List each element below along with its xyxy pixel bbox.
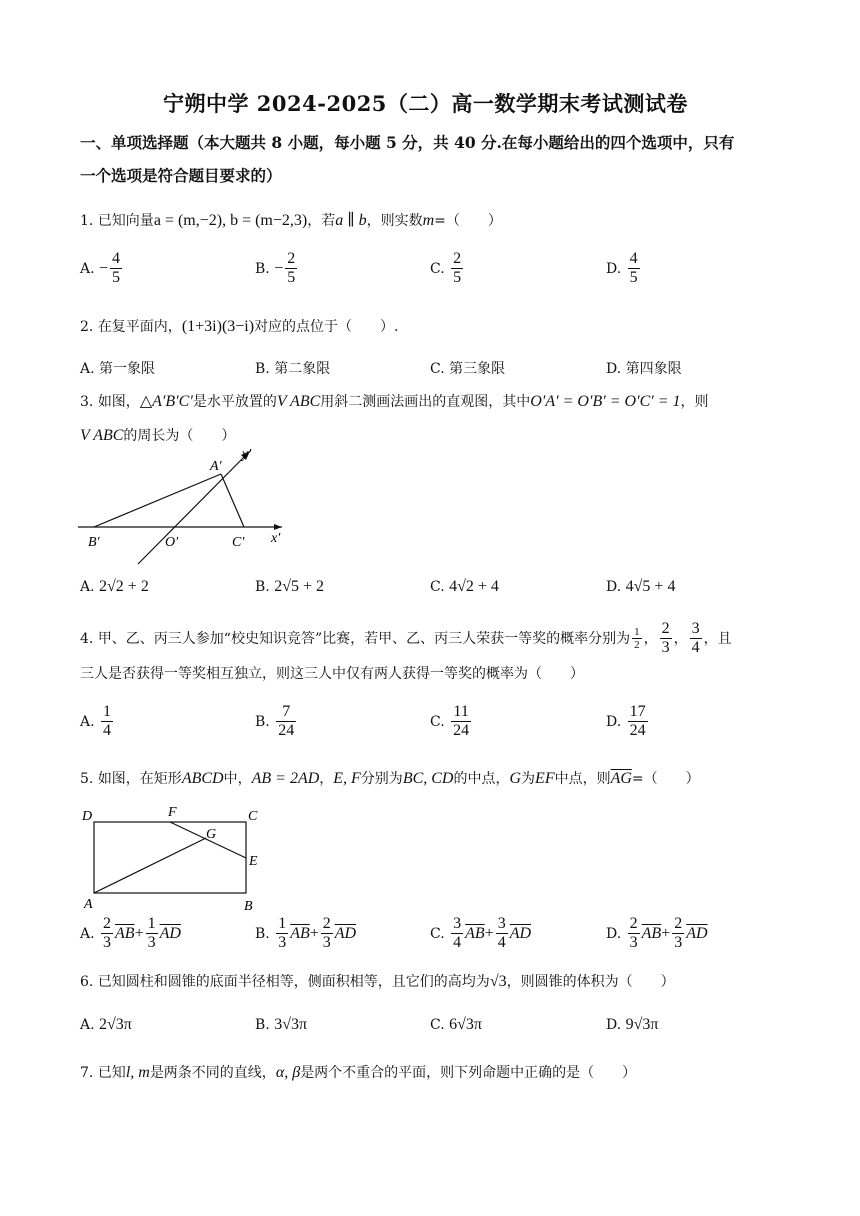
label-a: A	[84, 897, 93, 912]
label-o: O′	[165, 535, 179, 550]
section-header-line2: 一个选项是符合题目要求的）	[80, 166, 282, 185]
page-title: 宁朔中学 2024-2025（二）高一数学期末考试测试卷	[163, 91, 688, 116]
q2-option-a[interactable]: A. 第一象限	[80, 361, 156, 377]
label-d: D	[82, 809, 93, 824]
question-2: 2. 在复平面内，(1+3i)(3−i)对应的点位于（ ）.	[80, 318, 399, 335]
q6-option-c[interactable]: C. 6√3π	[430, 1016, 482, 1033]
segment-ac	[221, 474, 244, 527]
q5-rectangle-figure	[76, 800, 276, 915]
question-7: 7. 已知l, m是两条不同的直线，α, β是两个不重合的平面，则下列命题中正确的是（ ）	[80, 1064, 637, 1081]
q1-option-b[interactable]: B. − $\frac{2}{5}$	[255, 250, 296, 287]
question-3-line1: 3. 如图，△A′B′C′是水平放置的V ABC用斜二测画法画出的直观图，其中O′A′ = O′B′ = O′C′ = 1，则	[80, 393, 709, 410]
question-5: 5. 如图，在矩形ABCD中，AB = 2AD，E, F分别为BC, CD的中点，G为EF中点，则$\overline{AG}=$（ ）	[80, 770, 700, 787]
q3-option-a[interactable]: A. 2√2 + 2	[80, 578, 149, 595]
label-e: E	[249, 854, 258, 869]
segment-ba	[94, 474, 221, 527]
question-6: 6. 已知圆柱和圆锥的底面半径相等，侧面积相等，且它们的高均为√3，则圆锥的体积为（ ）	[80, 973, 675, 990]
q5-option-c[interactable]: C. $\frac{3}{4}$ $\overline{AB}+$ $\frac{3}{4}$ $\overline{AD}$	[430, 915, 532, 952]
q1-option-c[interactable]: C. $\frac{2}{5}$	[430, 250, 462, 287]
question-3-line2: V ABC的周长为（ ）	[80, 427, 236, 444]
q4-option-a[interactable]: A. $\frac{1}{4}$	[80, 703, 112, 740]
q3-option-b[interactable]: B. 2√5 + 2	[255, 578, 325, 595]
q4-option-b[interactable]: B. $\frac{7}{24}$	[255, 703, 295, 740]
label-b: B′	[88, 535, 100, 550]
q5-option-a[interactable]: A. $\frac{2}{3}$ $\overline{AB}+$ $\frac{1}{3}$ $\overline{AD}$	[80, 915, 181, 952]
q1-vectors: a = (m,−2), b = (m−2,3)	[153, 212, 308, 229]
label-a: A′	[210, 459, 222, 474]
segment-ag	[94, 838, 206, 893]
q5-option-b[interactable]: B. $\frac{1}{3}$ $\overline{AB}+$ $\frac{2}{3}$ $\overline{AD}$	[255, 915, 357, 952]
q3-option-d[interactable]: D. 4√5 + 4	[606, 578, 676, 595]
q6-option-b[interactable]: B. 3√3π	[255, 1016, 308, 1033]
label-c: C	[248, 809, 258, 824]
q2-option-c[interactable]: C. 第三象限	[430, 361, 506, 377]
q2-option-b[interactable]: B. 第二象限	[255, 361, 331, 377]
label-x: x′	[271, 531, 281, 546]
label-f: F	[168, 805, 177, 820]
q2-option-d[interactable]: D. 第四象限	[606, 361, 682, 377]
label-b: B	[244, 899, 253, 914]
question-1: 1. 已知向量a = (m,−2), b = (m−2,3)，若a ∥ b，则实数m=（ ）	[80, 212, 502, 229]
q4-option-c[interactable]: C. $\frac{11}{24}$	[430, 703, 470, 740]
q1-parallel-condition: a ∥ b	[335, 212, 367, 229]
label-y: y′	[242, 447, 252, 462]
q1-option-d[interactable]: D. $\frac{4}{5}$	[606, 250, 638, 287]
q3-oblique-triangle-figure	[70, 446, 300, 576]
q3-option-c[interactable]: C. 4√2 + 4	[430, 578, 499, 595]
question-4-line2: 三人是否获得一等奖相互独立，则这三人中仅有两人获得一等奖的概率为（ ）	[80, 666, 584, 682]
label-c: C′	[232, 535, 245, 550]
x-axis-arrow	[274, 524, 282, 530]
q1-option-a[interactable]: A. − $\frac{4}{5}$	[80, 250, 121, 287]
q2-expression: (1+3i)(3−i)	[181, 318, 255, 335]
label-g: G	[206, 827, 217, 842]
q6-option-d[interactable]: D. 9√3π	[606, 1016, 659, 1033]
section-header-line1: 一、单项选择题（本大题共 8 小题，每小题 5 分，共 40 分.在每小题给出的四个选项中，只有	[80, 133, 735, 152]
q4-option-d[interactable]: D. $\frac{17}{24}$	[606, 703, 646, 740]
q6-option-a[interactable]: A. 2√3π	[80, 1016, 132, 1033]
question-4-line1: 4. 甲、乙、丙三人参加“校史知识竞答”比赛，若甲、乙、丙三人荣获一等奖的概率分别为 $\frac{1}{2}$ ， $\frac{2}{3}$ ， $\frac{3}{4}$ ，且	[80, 620, 732, 657]
q5-option-d[interactable]: D. $\frac{2}{3}$ $\overline{AB}+$ $\frac{2}{3}$ $\overline{AD}$	[606, 915, 708, 952]
